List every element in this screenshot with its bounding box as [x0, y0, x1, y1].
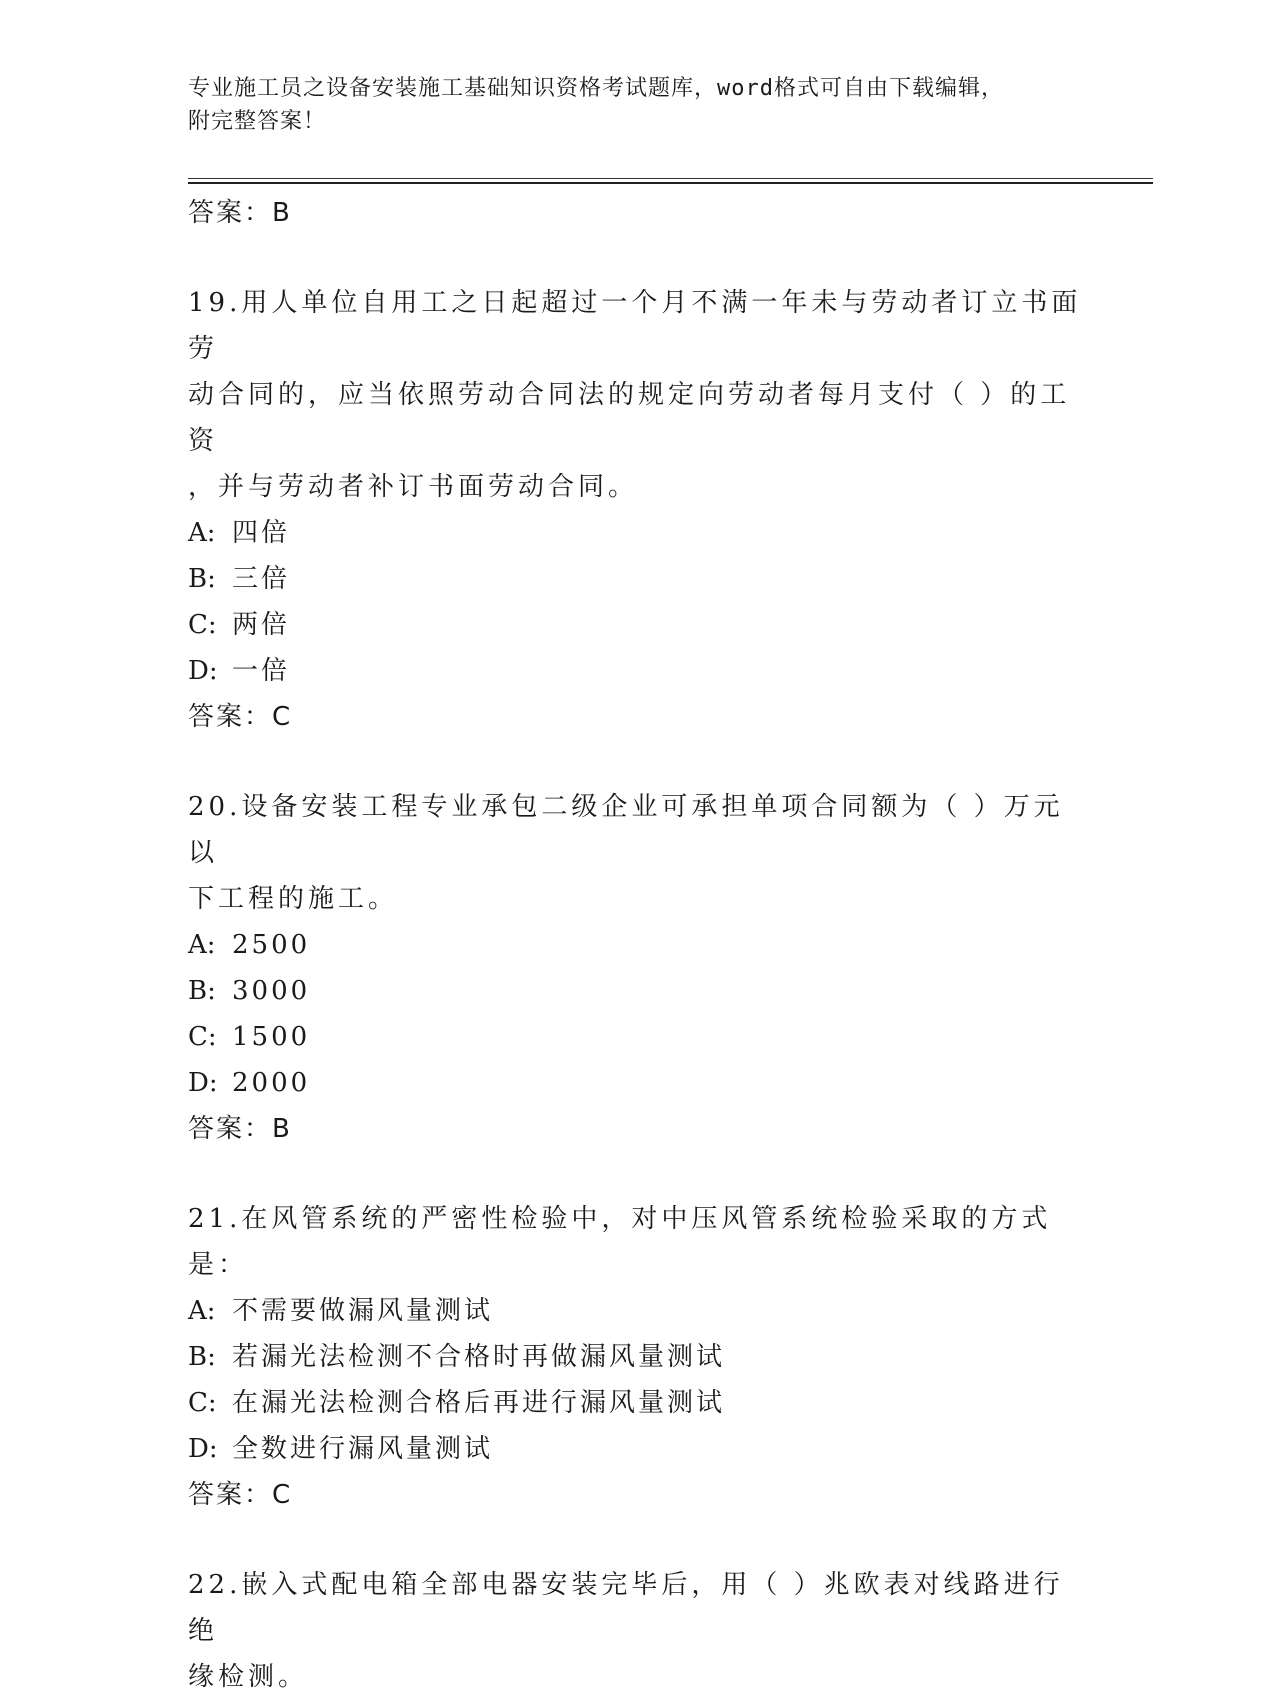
stem-line: ，并与劳动者补订书面劳动合同。 — [188, 472, 639, 502]
option-a — [188, 510, 1088, 556]
option-letter: C: — [188, 1388, 217, 1418]
option-d — [188, 648, 1088, 694]
option-text: 1500 — [232, 1022, 311, 1052]
option-letter: A: — [188, 518, 216, 548]
answer-line: 答案：C — [188, 1480, 293, 1510]
question-stem — [188, 280, 1088, 510]
option-letter: A: — [188, 930, 216, 960]
option-d — [188, 1426, 1088, 1472]
option-b — [188, 968, 1088, 1014]
page-header — [188, 72, 1068, 138]
option-letter: B: — [188, 564, 216, 594]
option-letter: B: — [188, 1342, 216, 1372]
option-letter: D: — [188, 1434, 218, 1464]
question-19 — [188, 280, 1088, 740]
question-21 — [188, 1196, 1088, 1518]
stem-line: 下工程的施工。 — [188, 884, 399, 914]
option-text: 3000 — [232, 976, 311, 1006]
option-letter: A: — [188, 1296, 216, 1326]
option-c — [188, 602, 1088, 648]
stem-line: 20.设备安装工程专业承包二级企业可承担单项合同额为（ ）万元以 — [188, 792, 1064, 868]
option-text: 不需要做漏风量测试 — [232, 1296, 494, 1326]
option-text: 四倍 — [232, 518, 291, 548]
stem-line: 动合同的，应当依照劳动合同法的规定向劳动者每月支付（ ）的工资 — [188, 380, 1071, 456]
option-text: 2000 — [232, 1068, 311, 1098]
question-stem — [188, 1196, 1088, 1288]
stem-line: 22.嵌入式配电箱全部电器安装完毕后，用（ ）兆欧表对线路进行绝 — [188, 1570, 1064, 1646]
question-22 — [188, 1562, 1088, 1700]
header-rule-thick — [188, 182, 1153, 184]
header-rule-thin — [188, 178, 1153, 179]
question-stem — [188, 784, 1088, 922]
stem-line: 21.在风管系统的严密性检验中，对中压风管系统检验采取的方式是： — [188, 1204, 1052, 1280]
option-text: 若漏光法检测不合格时再做漏风量测试 — [232, 1342, 726, 1372]
document-body — [188, 190, 1088, 1700]
answer-line: 答案：C — [188, 702, 293, 732]
option-text: 2500 — [232, 930, 311, 960]
option-a — [188, 1288, 1088, 1334]
answer-line: 答案：B — [188, 1114, 292, 1144]
option-letter: B: — [188, 976, 216, 1006]
option-text: 在漏光法检测合格后再进行漏风量测试 — [232, 1388, 726, 1418]
option-letter: C: — [188, 610, 217, 640]
option-text: 三倍 — [232, 564, 291, 594]
option-letter: D: — [188, 656, 218, 686]
option-d — [188, 1060, 1088, 1106]
option-a — [188, 922, 1088, 968]
option-text: 两倍 — [232, 610, 291, 640]
option-b — [188, 556, 1088, 602]
option-c — [188, 1014, 1088, 1060]
option-b — [188, 1334, 1088, 1380]
stem-line: 缘检测。 — [188, 1662, 309, 1692]
stem-line: 19.用人单位自用工之日起超过一个月不满一年未与劳动者订立书面劳 — [188, 288, 1082, 364]
option-letter: D: — [188, 1068, 218, 1098]
option-letter: C: — [188, 1022, 217, 1052]
previous-answer: 答案：B — [188, 198, 292, 228]
question-stem — [188, 1562, 1088, 1700]
option-c — [188, 1380, 1088, 1426]
header-line-2: 附完整答案！ — [188, 109, 327, 134]
header-line-1: 专业施工员之设备安装施工基础知识资格考试题库，word格式可自由下载编辑， — [188, 76, 1004, 101]
option-text: 一倍 — [232, 656, 291, 686]
question-20 — [188, 784, 1088, 1152]
option-text: 全数进行漏风量测试 — [232, 1434, 494, 1464]
